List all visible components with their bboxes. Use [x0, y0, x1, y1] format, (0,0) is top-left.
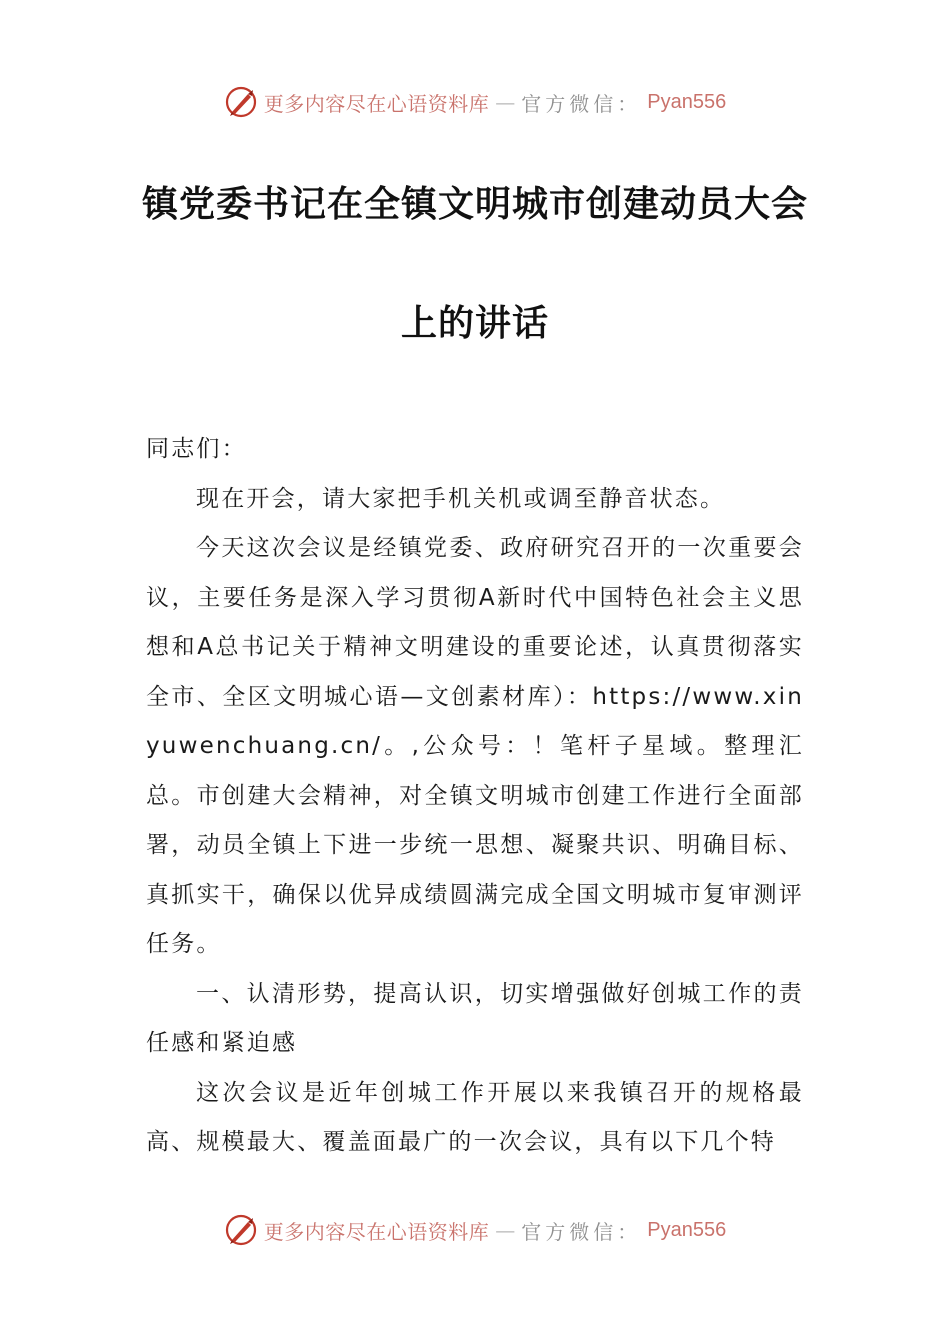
watermark-separator: — [495, 1218, 516, 1242]
paragraph-2: 今天这次会议是经镇党委、政府研究召开的一次重要会议，主要任务是深入学习贯彻A新时代中国特色社会主义思想和A总书记关于精神文明建设的重要论述，认真贯彻落实全市、全区文明城心语—文创素材库）：https://www.xinyuwenchuang.cn/。,公众号：！笔杆子星域。整理汇总。市创建大会精神，对全镇文明城市创建工作进行全面部署，动员全镇上下进一步统一思想、凝聚共识、明确目标、真抓实干，确保以优异成绩圆满完成全国文明城市复审测评任务。 [146, 535, 804, 957]
greeting: 同志们： [146, 436, 247, 462]
watermark-separator: — [495, 90, 516, 114]
document-title-line-1: 镇党委书记在全镇文明城市创建动员大会 [141, 184, 808, 225]
watermark-footer [0, 1210, 950, 1250]
paragraph-3: 这次会议是近年创城工作开展以来我镇召开的规格最高、规模最大、覆盖面最广的一次会议，具有以下几个特 [146, 1079, 804, 1155]
quill-logo-icon [224, 85, 258, 119]
watermark-header [0, 82, 950, 122]
watermark-contact-label: 官方微信： [521, 91, 642, 116]
watermark-contact-label: 官方微信： [521, 1219, 642, 1244]
watermark-contact-id: Pyan556 [647, 1218, 727, 1241]
watermark-text: 更多内容尽在心语资料库 [263, 91, 490, 116]
watermark-contact-id: Pyan556 [647, 90, 727, 113]
paragraph-1: 现在开会，请大家把手机关机或调至静音状态。 [196, 485, 726, 512]
document-title-line-2: 上的讲话 [400, 303, 549, 344]
document-body [146, 425, 804, 1168]
watermark-text: 更多内容尽在心语资料库 [263, 1219, 490, 1244]
section-heading-1: 一、认清形势，提高认识，切实增强做好创城工作的责任感和紧迫感 [146, 980, 804, 1056]
quill-logo-icon [224, 1213, 258, 1247]
